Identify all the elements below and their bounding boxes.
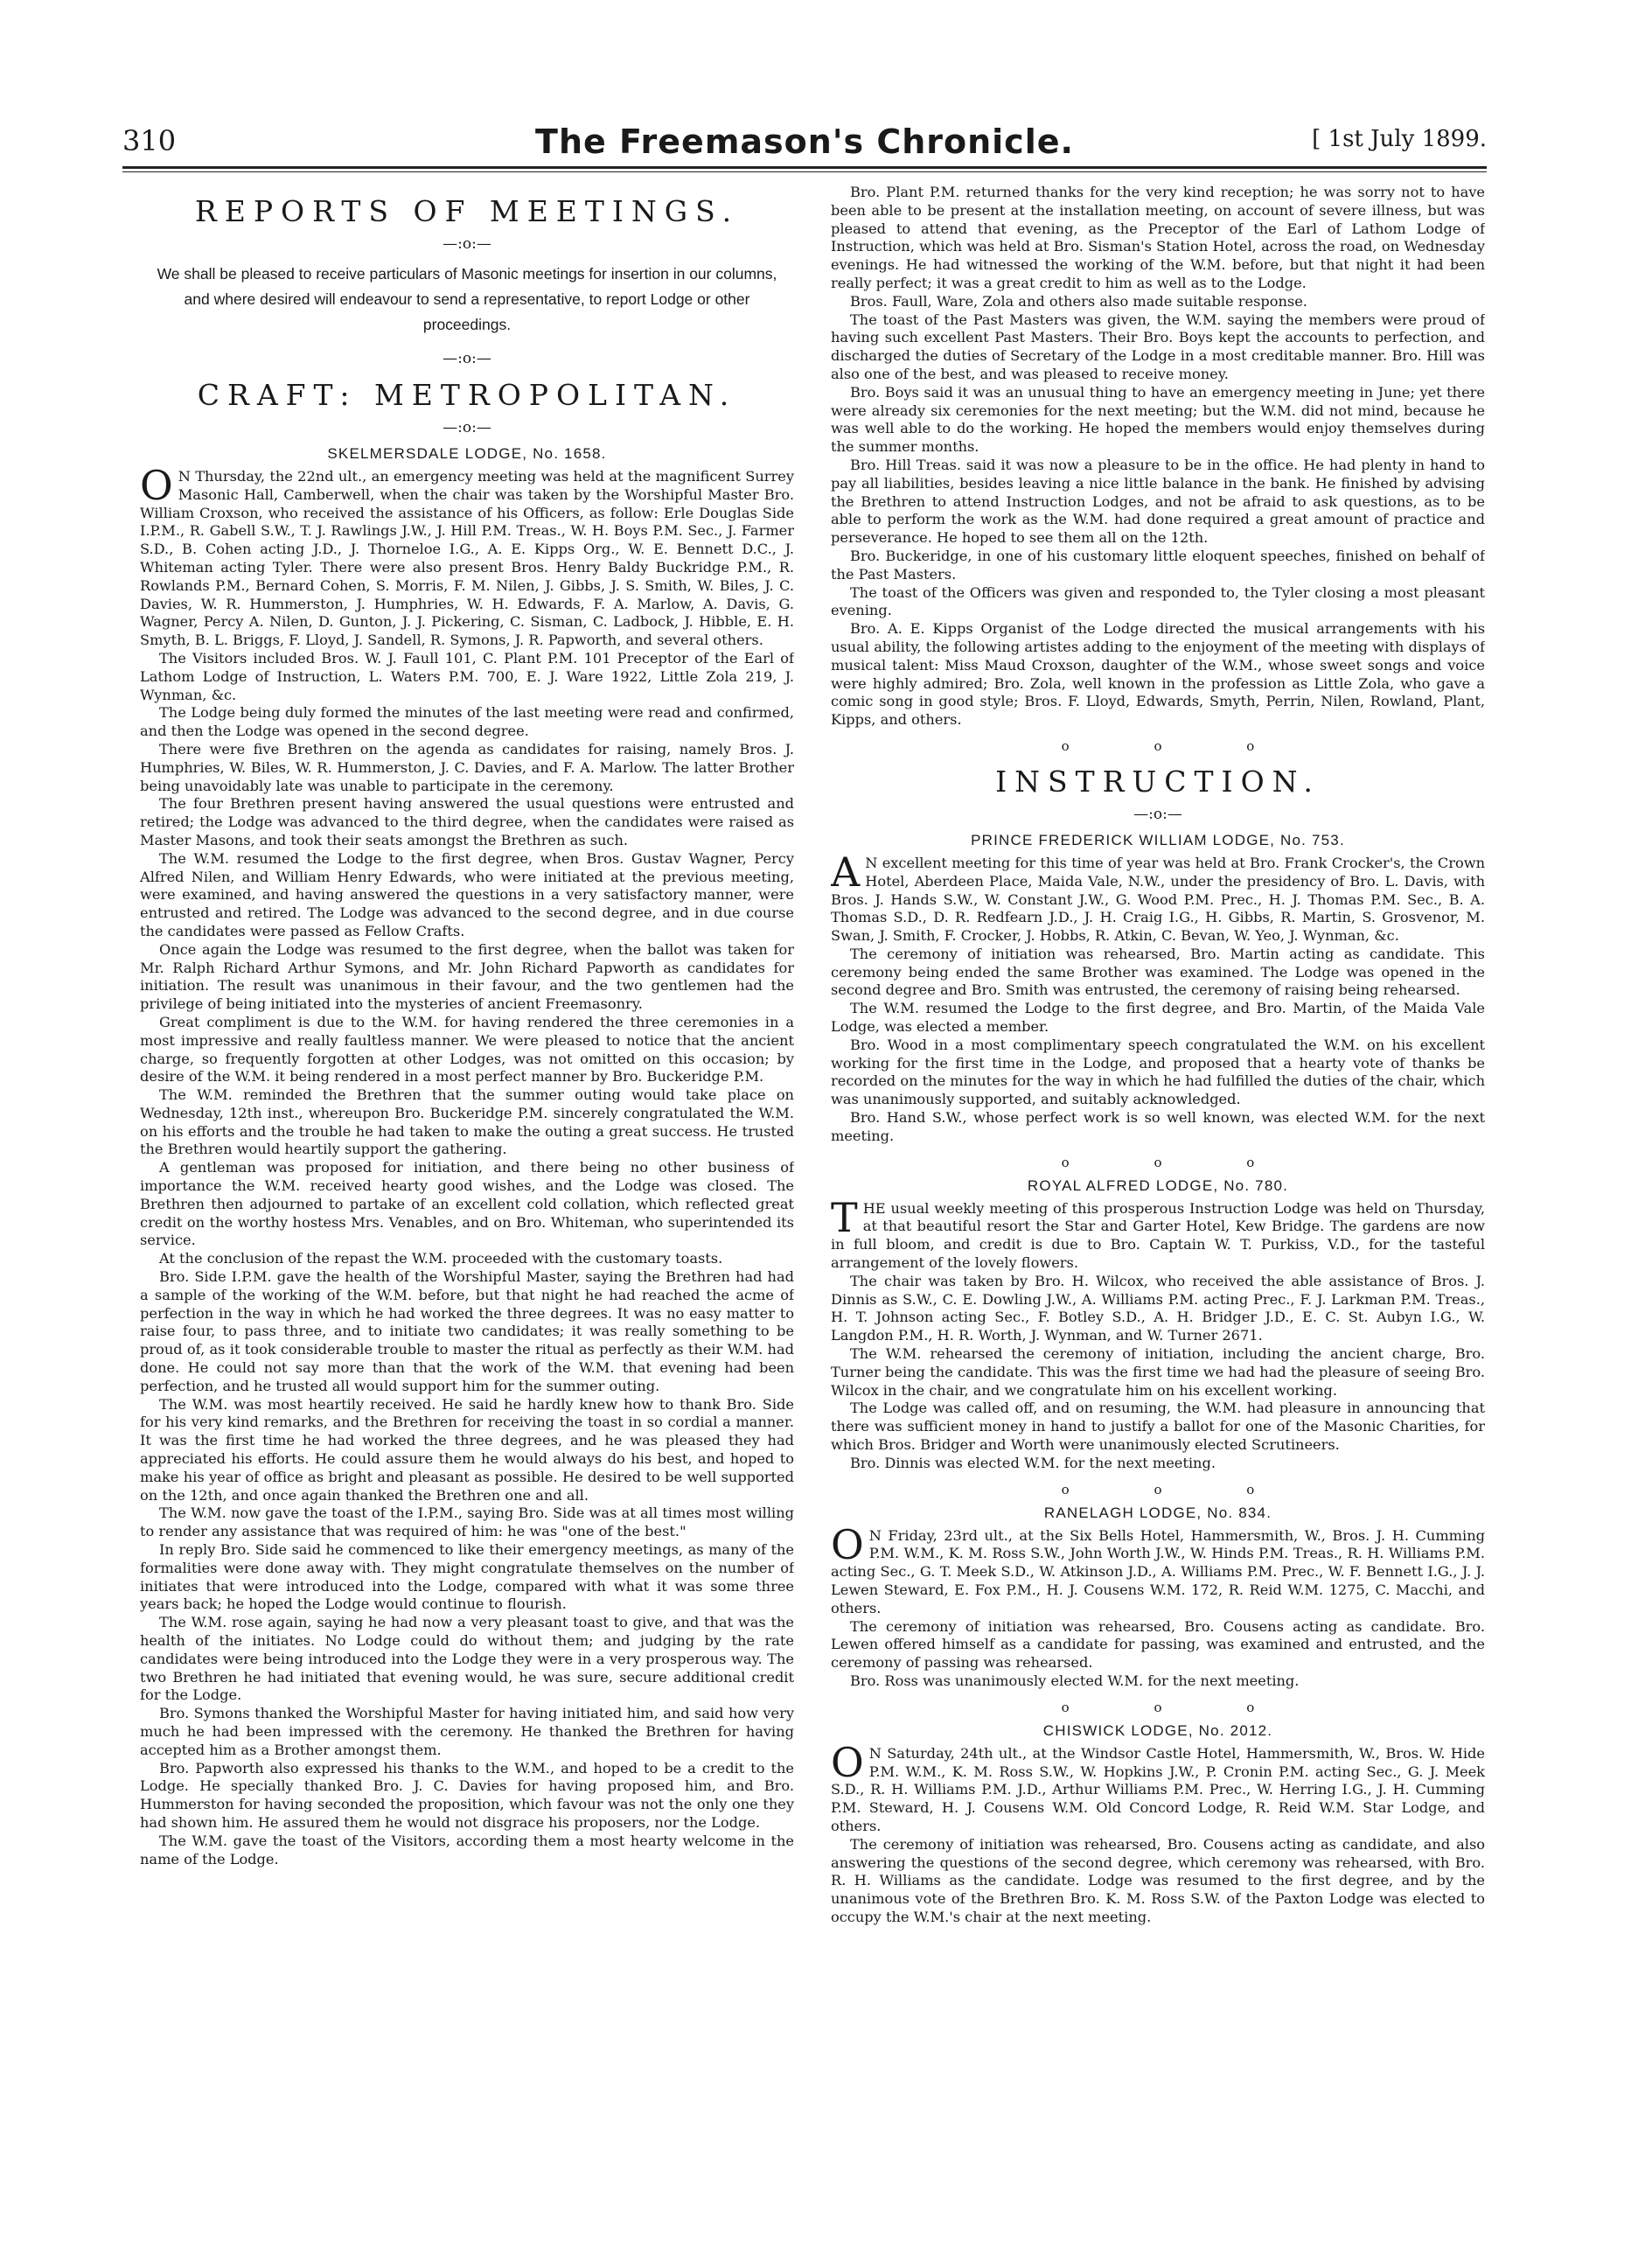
article-paragraph: Bro. A. E. Kipps Organist of the Lodge directed the musical arrangements with his usual ability, the following artistes adding to the enjoyment of the meeting with displays of musical talent: Miss Maud Croxson, daughter of the W.M., whose sweet songs and voice were highly admired; Bro. Zola, well known in the profession as Little Zola, who gave a comic song in good style; Bros. F. Lloyd, Edwards, Smyth, Perrin, Nilen, Rowland, Plant, Kipps, and others. xyxy=(831,620,1485,729)
article-paragraph: Bro. Side I.P.M. gave the health of the Worshipful Master, saying the Brethren had had a sample of the working of the W.M. before, but that night he had reached the acme of perfection in the way in which he had worked the three degrees. It was no easy matter to raise four, to pass three, and to initiate two candidates; it was really something to be proud of, as it took considerable trouble to master the ritual as perfectly as their W.M. had done. He could not say more than that the work of the W.M. that evening had been perfection, and he trusted all would support him for the summer outing. xyxy=(140,1268,794,1394)
article-paragraph: The Visitors included Bros. W. J. Faull 101, C. Plant P.M. 101 Preceptor of the Earl of Lathom Lodge of Instruction, L. Waters P.M. 700, E. J. Ware 1922, Little Zola 219, J. Wynman, &c. xyxy=(140,649,794,703)
ornament-divider: o o o xyxy=(1061,1154,1295,1170)
article-paragraph: The W.M. gave the toast of the Visitors, according them a most hearty welcome in the name of the Lodge. xyxy=(140,1832,794,1868)
separator: —:o:— xyxy=(443,419,491,436)
article-paragraph: ON Thursday, the 22nd ult., an emergency meeting was held at the magnificent Surrey Masonic Hall, Camberwell, when the chair was taken by the Worshipful Master Bro. William Croxson, who received the assistance of his Officers, as follow: Erle Douglas Side I.P.M., R. Gabell S.W., T. J. Rawlings J.W., J. Hill P.M. Treas., W. H. Boys P.M. Sec., J. Farmer S.D., B. Cohen acting J.D., J. Thorneloe I.G., A. E. Kipps Org., W. E. Bennett D.C., J. Whiteman acting Tyler. There were also present Bros. Henry Baldy Buckridge P.M., R. Rowlands P.M., Bernard Cohen, S. Morris, F. M. Nilen, J. Gibbs, J. S. Smith, W. Biles, J. C. Davies, W. R. Hummerston, J. Humphries, W. H. Edwards, F. A. Marlow, A. Davis, G. Wagner, Percy A. Nilen, D. Gunton, J. J. Pickering, C. Sisman, C. Ladbock, J. Hibble, E. H. Smyth, B. L. Briggs, F. Lloyd, J. Sandell, R. Symons, J. R. Papworth, and several others. xyxy=(140,462,794,649)
article-paragraph: Bro. Plant P.M. returned thanks for the very kind reception; he was sorry not to have been able to be present at the installation meeting, on account of severe illness, but was pleased to attend that evening, as the Preceptor of the Earl of Lathom Lodge of Instruction, which was held at Bro. Sisman's Station Hotel, across the road, on Wednesday evenings. He had witnessed the working of the W.M. before, but that night it had been really perfect; it was a great credit to him as well as to the Lodge. xyxy=(831,184,1485,291)
header-rule-thin xyxy=(122,171,1487,172)
article-paragraph: Bro. Buckeridge, in one of his customary little eloquent speeches, finished on behalf of the Past Masters. xyxy=(831,547,1485,583)
article-paragraph: Bro. Hand S.W., whose perfect work is so well known, was elected W.M. for the next meeting. xyxy=(831,1109,1485,1144)
article-paragraph: The W.M. now gave the toast of the I.P.M., saying Bro. Side was at all times most willing to render any assistance that was required of him: he was "one of the best." xyxy=(140,1504,794,1540)
article-paragraph: AN excellent meeting for this time of year was held at Bro. Frank Crocker's, the Crown Hotel, Aberdeen Place, Maida Vale, N.W., under the presidency of Bro. L. Davis, with Bros. J. Hands S.W., W. Constant J.W., G. Wood P.M. Prec., H. J. Thomas P.M. Sec., B. A. Thomas S.D., D. R. Redfearn J.D., J. H. Craig I.G., H. Gibbs, R. Martin, S. Grosvenor, M. Swan, J. Smith, F. Crocker, J. Hobbs, R. Atkin, C. Bevan, W. Yeo, J. Wynman, &c. xyxy=(831,848,1485,945)
article-paragraph: The W.M. was most heartily received. He said he hardly knew how to thank Bro. Side for his very kind remarks, and the Brethren for receiving the toast in so cordial a manner. It was the first time he had worked the three degrees, and he was pleased they had appreciated his efforts. He could assure them he would always do his best, and hoped to make his year of office as bright and pleasant as possible. He desired to be well supported on the 12th, and once again thanked the Brethren one and all. xyxy=(140,1395,794,1504)
separator: —:o:— xyxy=(1133,805,1182,823)
article-paragraph: There were five Brethren on the agenda as candidates for raising, namely Bros. J. Humphries, W. Biles, W. R. Hummerston, J. C. Davies, and F. A. Marlow. The latter Brother being unavoidably late was unable to participate in the ceremony. xyxy=(140,740,794,794)
article-paragraph: ON Saturday, 24th ult., at the Windsor Castle Hotel, Hammersmith, W., Bros. W. Hide P.M. W.M., K. M. Ross S.W., W. Hopkins J.W., P. Cronin P.M. acting Sec., G. J. Meek S.D., R. H. Williams P.M. J.D., Arthur Williams P.M. Prec., W. Herring I.G., J. H. Cumming P.M. Steward, H. J. Cousens W.M. Old Concord Lodge, R. Reid W.M. Star Lodge, and others. xyxy=(831,1738,1485,1834)
article-paragraph: At the conclusion of the repast the W.M. proceeded with the customary toasts. xyxy=(159,1250,723,1267)
right-column xyxy=(831,184,1485,2204)
article-paragraph: The ceremony of initiation was rehearsed, Bro. Martin acting as candidate. This ceremony being ended the same Brother was examined. The Lodge was opened in the second degree and Bro. Smith was entrusted, the ceremony of raising being rehearsed. xyxy=(831,945,1485,999)
article-paragraph: The Lodge being duly formed the minutes of the last meeting were read and confirmed, and then the Lodge was opened in the second degree. xyxy=(140,704,794,740)
header-rule xyxy=(122,166,1487,169)
article-paragraph: The four Brethren present having answered the usual questions were entrusted and retired; the Lodge was advanced to the third degree, when the candidates were raised as Master Masons, and took their seats amongst the Brethren as such. xyxy=(140,795,794,848)
lodge-heading: ROYAL ALFRED LODGE, No. 780. xyxy=(1027,1176,1289,1194)
article-paragraph: The ceremony of initiation was rehearsed, Bro. Cousens acting as candidate, and also answering the questions of the second degree, which ceremony was rehearsed, with Bro. R. H. Williams as the candidate. Lodge was resumed to the first degree, and by the unanimous vote of the Brethren Bro. K. M. Ross S.W. of the Paxton Lodge was elected to occupy the W.M.'s chair at the next meeting. xyxy=(831,1835,1485,1925)
article-paragraph: Bro. Hill Treas. said it was now a pleasure to be in the office. He had plenty in hand to pay all liabilities, besides leaving a nice little balance in the bank. He finished by advising the Brethren to attend Instruction Lodges, and not be afraid to ask questions, as to be able to perform the work as the W.M. had done required a great amount of practice and perseverance. He hoped to see them all on the 12th. xyxy=(831,456,1485,547)
article-paragraph: The chair was taken by Bro. H. Wilcox, who received the able assistance of Bros. J. Dinnis as S.W., C. E. Dowling J.W., A. Williams P.M. acting Prec., F. J. Larkman P.M. Treas., H. T. Johnson acting Sec., F. Botley S.D., A. H. Bridger J.D., E. C. St. Aubyn I.G., W. Langdon P.M., H. R. Worth, J. Wynman, and W. Turner 2671. xyxy=(831,1272,1485,1344)
lodge-heading: RANELAGH LODGE, No. 834. xyxy=(1043,1504,1272,1521)
paper-title: The Freemason's Chronicle. xyxy=(535,122,1074,161)
instruction-title: INSTRUCTION. xyxy=(995,764,1321,799)
article-paragraph: Great compliment is due to the W.M. for having rendered the three ceremonies in a most impressive and really faultless manner. We were pleased to notice that the ancient charge, so frequently forgotten at other Lodges, was not omitted on this occasion; by desire of the W.M. it being rendered in a most perfect manner by Bro. Buckeridge P.M. xyxy=(140,1013,794,1086)
lodge-heading: CHISWICK LODGE, No. 2012. xyxy=(1042,1721,1273,1739)
article-paragraph: The ceremony of initiation was rehearsed, Bro. Cousens acting as candidate. Bro. Lewen offered himself as a candidate for passing, was examined and entrusted, and the ceremony of passing was rehearsed. xyxy=(831,1617,1485,1672)
ornament-divider: o o o xyxy=(1061,1481,1295,1498)
article-paragraph: Bro. Wood in a most complimentary speech congratulated the W.M. on his excellent working for the first time in the Lodge, and proposed that a hearty vote of thanks be recorded on the minutes for the way in which he had fulfilled the duties of the chair, which was unanimously supported, and suitably acknowledged. xyxy=(831,1036,1485,1108)
ornament-divider: o o o xyxy=(1061,1699,1295,1715)
article-paragraph: The W.M. rose again, saying he had now a very pleasant toast to give, and that was the health of the initiates. No Lodge could do without them; and judging by the rate candidates were being introduced into the Lodge they were in a very prosperous way. The two Brethren he had initiated that evening would, he was sure, secure additional credit for the Lodge. xyxy=(140,1614,794,1704)
subsection-title: CRAFT: METROPOLITAN. xyxy=(197,378,737,412)
article-paragraph: Once again the Lodge was resumed to the first degree, when the ballot was taken for Mr. Ralph Richard Arthur Symons, and Mr. John Richard Papworth as candidates for initiation. The result was unanimous in their favour, and the two gentlemen had the privilege of being initiated into the mysteries of ancient Freemasonry. xyxy=(140,940,794,1013)
article-paragraph: Bro. Boys said it was an unusual thing to have an emergency meeting in June; yet there were already six ceremonies for the next meeting; but the W.M. did not mind, because he was well able to do the working. He hoped the members would enjoy themselves during the summer months. xyxy=(831,383,1485,456)
section-title: REPORTS OF MEETINGS. xyxy=(194,194,740,228)
article-paragraph: The W.M. resumed the Lodge to the first degree, and Bro. Martin, of the Maida Vale Lodge, was elected a member. xyxy=(831,1000,1485,1036)
article-paragraph: The W.M. resumed the Lodge to the first degree, when Bros. Gustav Wagner, Percy Alfred Nilen, and William Henry Edwards, who were initiated at the previous meeting, were examined, and having answered the questions in a very satisfactory manner, were entrusted and retired. The Lodge was advanced to the second degree, and in due course the candidates were passed as Fellow Crafts. xyxy=(140,849,794,939)
article-paragraph: The W.M. reminded the Brethren that the summer outing would take place on Wednesday, 12th inst., whereupon Bro. Buckeridge P.M. sincerely congratulated the W.M. on his efforts and the trouble he had taken to make the outing a great success. He trusted the Brethren would heartily support the gathering. xyxy=(140,1086,794,1158)
left-column xyxy=(140,184,794,2204)
article-paragraph: Bro. Dinnis was elected W.M. for the next meeting. xyxy=(850,1454,1216,1471)
article-paragraph: In reply Bro. Side said he commenced to like their emergency meetings, as many of the formalities were done away with. They might congratulate themselves on the number of initiates that were introduced into the Lodge, compared with what it was some three years back; he hoped the Lodge would continue to flourish. xyxy=(140,1541,794,1613)
article-paragraph: Bros. Faull, Ware, Zola and others also made suitable response. xyxy=(850,292,1307,310)
separator: —:o:— xyxy=(443,350,491,367)
page-header xyxy=(122,121,1487,166)
lodge-heading: SKELMERSDALE LODGE, No. 1658. xyxy=(327,445,607,462)
ornament-divider: o o o xyxy=(1061,737,1295,754)
page-number: 310 xyxy=(122,124,177,157)
article-paragraph: Bro. Symons thanked the Worshipful Master for having initiated him, and said how very much he had been impressed with the ceremony. He thanked the Brethren for having accepted him as a Brother amongst them. xyxy=(140,1705,794,1758)
article-paragraph: ON Friday, 23rd ult., at the Six Bells Hotel, Hammersmith, W., Bros. J. H. Cumming P.M. W.M., K. M. Ross S.W., John Worth J.W., W. Hinds P.M. Treas., R. H. Williams P.M. acting Sec., G. T. Meek S.D., W. Atkinson J.D., A. Williams P.M. Prec., W. F. Bennett I.G., J. J. Lewen Steward, E. Fox P.M., H. J. Cousens W.M. 172, R. Reid W.M. 1275, C. Macchi, and others. xyxy=(831,1520,1485,1616)
article-paragraph: The toast of the Past Masters was given, the W.M. saying the members were proud of having such excellent Past Masters. Their Bro. Boys kept the accounts to perfection, and discharged the duties of Secretary of the Lodge in a most creditable manner. Bro. Hill was also one of the best, and was pleased to receive money. xyxy=(831,311,1485,382)
article-paragraph: The W.M. rehearsed the ceremony of initiation, including the ancient charge, Bro. Turner being the candidate. This was the first time we had had the pleasure of seeing Bro. Wilcox in the chair, and we congratulate him on his excellent working. xyxy=(831,1345,1485,1399)
article-paragraph: Bro. Ross was unanimously elected W.M. for the next meeting. xyxy=(850,1672,1300,1689)
intro-notice: We shall be pleased to receive particulars of Masonic meetings for insertion in our columns, and where desired will endeavour to send a representative, to report Lodge or other proceedings. xyxy=(157,265,777,333)
article-paragraph: THE usual weekly meeting of this prosperous Instruction Lodge was held on Thursday, at that beautiful resort the Star and Garter Hotel, Kew Bridge. The gardens are now in full bloom, and credit is due to Bro. Captain W. T. Purkiss, V.D., for the tasteful arrangement of the lovely flowers. xyxy=(831,1193,1485,1272)
article-paragraph: The Lodge was called off, and on resuming, the W.M. had pleasure in announcing that there was sufficient money in hand to justify a ballot for one of the Masonic Charities, for which Bros. Bridger and Worth were unanimously elected Scrutineers. xyxy=(831,1400,1485,1454)
separator: —:o:— xyxy=(443,235,491,253)
article-paragraph: Bro. Papworth also expressed his thanks to the W.M., and hoped to be a credit to the Lodge. He specially thanked Bro. J. C. Davies for having proposed him, and Bro. Hummerston for having seconded the proposition, which favour was not the only one they had shown him. He assured them he would not disgrace his proposers, nor the Lodge. xyxy=(140,1759,794,1831)
issue-date: [ 1st July 1899. xyxy=(1312,126,1487,152)
article-paragraph: A gentleman was proposed for initiation, and there being no other business of importance the W.M. received hearty good wishes, and the Lodge was closed. The Brethren then adjourned to partake of an excellent cold collation, which reflected great credit on the worthy hostess Mrs. Venables, and on Bro. Whiteman, who superintended its service. xyxy=(140,1159,794,1249)
lodge-heading: PRINCE FREDERICK WILLIAM LODGE, No. 753. xyxy=(971,831,1345,848)
article-paragraph: The toast of the Officers was given and responded to, the Tyler closing a most pleasant evening. xyxy=(831,583,1485,619)
